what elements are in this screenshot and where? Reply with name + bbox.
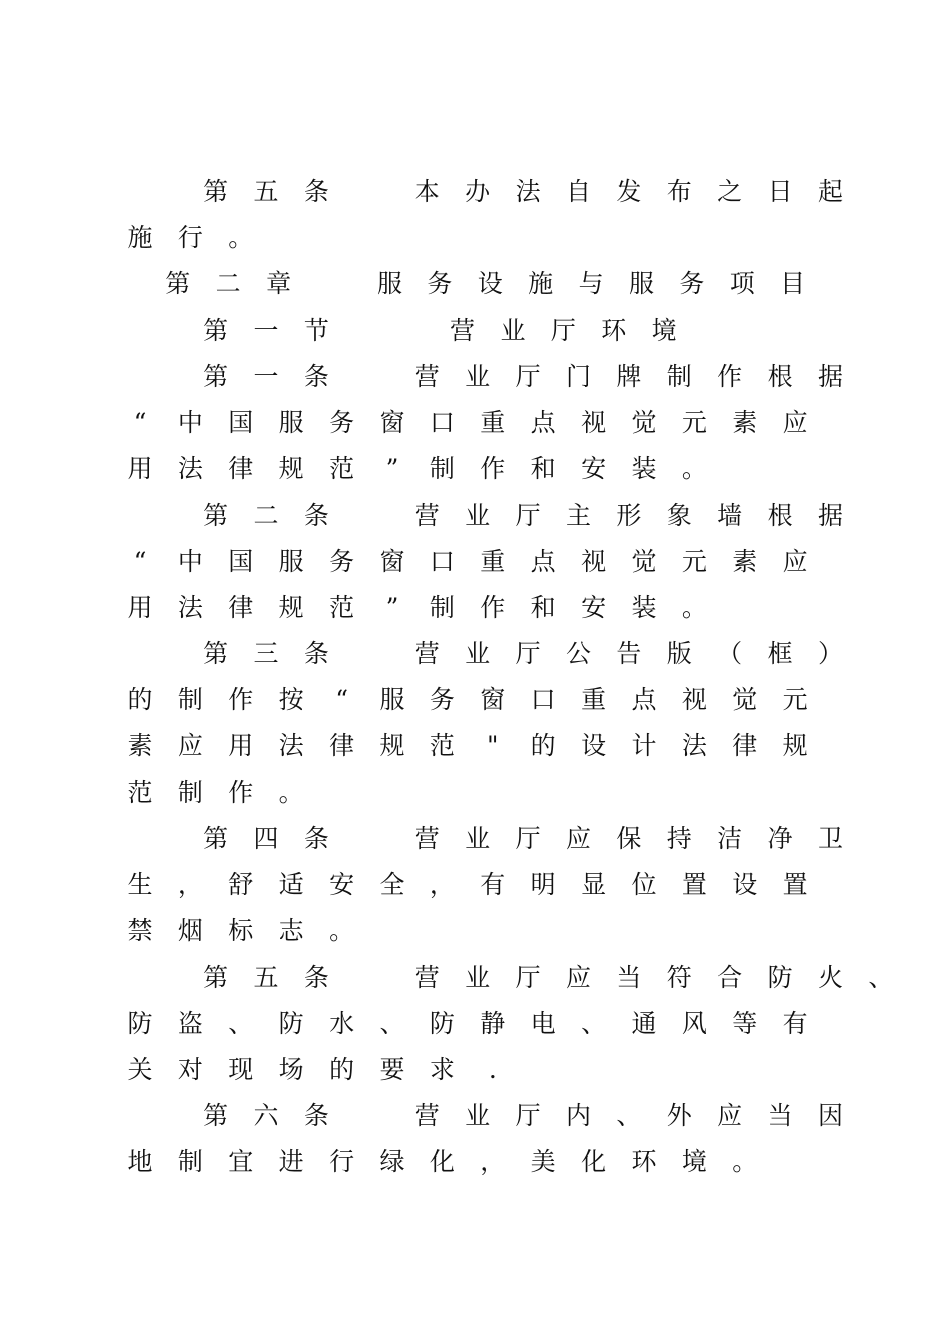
glyph: 点: [631, 685, 657, 714]
glyph: 应: [717, 1101, 743, 1130]
glyph: 法: [177, 454, 203, 483]
glyph: 作: [480, 593, 506, 622]
glyph: 应: [782, 408, 808, 437]
glyph: ”: [385, 593, 399, 622]
glyph: 规: [278, 454, 304, 483]
glyph: 范: [329, 454, 355, 483]
glyph: 化: [581, 1147, 607, 1176]
glyph: 厅: [515, 362, 541, 391]
glyph: 烟: [177, 916, 203, 945]
glyph: “: [133, 547, 147, 576]
glyph: 风: [681, 1009, 707, 1038]
glyph: 。: [732, 1147, 758, 1176]
glyph: .: [488, 1055, 497, 1084]
glyph: 口: [530, 685, 556, 714]
glyph: 舒: [228, 870, 254, 899]
glyph: 设: [477, 269, 503, 298]
glyph: 素: [127, 731, 153, 760]
glyph: 牌: [616, 362, 642, 391]
glyph: 、: [379, 1009, 405, 1038]
glyph: 作: [228, 778, 254, 807]
glyph: 觉: [631, 547, 657, 576]
glyph: 律: [732, 731, 758, 760]
glyph: 根: [767, 501, 793, 530]
glyph: 厅: [515, 501, 541, 530]
glyph: 根: [767, 362, 793, 391]
glyph: 素: [732, 547, 758, 576]
glyph: 六: [253, 1101, 279, 1130]
glyph: 禁: [127, 916, 153, 945]
glyph: 二: [253, 501, 279, 530]
glyph: 营: [414, 1101, 440, 1130]
glyph: 因: [817, 1101, 843, 1130]
glyph: 项: [729, 269, 755, 298]
glyph: 业: [465, 963, 491, 992]
glyph: 业: [500, 316, 526, 345]
glyph: 节: [303, 316, 329, 345]
glyph: 形: [616, 501, 642, 530]
glyph: 口: [429, 408, 455, 437]
glyph: 绿: [379, 1147, 405, 1176]
glyph: 条: [303, 1101, 329, 1130]
glyph: 装: [631, 593, 657, 622]
glyph: 规: [379, 731, 405, 760]
glyph: 施: [528, 269, 554, 298]
glyph: 卫: [817, 824, 843, 853]
glyph: 有: [782, 1009, 808, 1038]
glyph: 厅: [515, 639, 541, 668]
glyph: 。: [228, 223, 254, 252]
glyph: 宜: [228, 1147, 254, 1176]
glyph: 法: [515, 177, 541, 206]
glyph: 志: [278, 916, 304, 945]
glyph: 法: [278, 731, 304, 760]
glyph: 第: [203, 639, 229, 668]
glyph: 五: [253, 177, 279, 206]
glyph: 营: [414, 963, 440, 992]
glyph: 、: [581, 1009, 607, 1038]
glyph: 净: [767, 824, 793, 853]
glyph: 版: [666, 639, 692, 668]
glyph: 务: [329, 547, 355, 576]
glyph: 环: [601, 316, 627, 345]
glyph: 对: [177, 1055, 203, 1084]
glyph: 的: [530, 731, 556, 760]
glyph: 的: [329, 1055, 355, 1084]
glyph: 。: [681, 593, 707, 622]
glyph: 主: [565, 501, 591, 530]
glyph: 规: [782, 731, 808, 760]
glyph: 化: [429, 1147, 455, 1176]
glyph: 范: [429, 731, 455, 760]
glyph: 现: [228, 1055, 254, 1084]
glyph: 营: [414, 639, 440, 668]
glyph: 用: [127, 454, 153, 483]
glyph: 业: [465, 824, 491, 853]
glyph: 营: [414, 362, 440, 391]
glyph: 当: [767, 1101, 793, 1130]
glyph: 第: [203, 177, 229, 206]
glyph: 防: [429, 1009, 455, 1038]
glyph: 标: [228, 916, 254, 945]
glyph: 、: [868, 963, 894, 992]
glyph: 自: [565, 177, 591, 206]
glyph: 服: [379, 685, 405, 714]
glyph: 和: [530, 454, 556, 483]
glyph: 发: [616, 177, 642, 206]
glyph: 口: [429, 547, 455, 576]
glyph: 要: [379, 1055, 405, 1084]
glyph: 范: [127, 778, 153, 807]
glyph: 安: [581, 454, 607, 483]
glyph: 厅: [515, 824, 541, 853]
glyph: 厅: [550, 316, 576, 345]
glyph: 条: [303, 177, 329, 206]
glyph: 中: [177, 547, 203, 576]
glyph: 行: [177, 223, 203, 252]
glyph: 条: [303, 362, 329, 391]
glyph: 环: [631, 1147, 657, 1176]
glyph: 制: [177, 778, 203, 807]
glyph: 视: [681, 685, 707, 714]
glyph: 五: [253, 963, 279, 992]
glyph: 国: [228, 408, 254, 437]
glyph: 和: [530, 593, 556, 622]
glyph: 制: [177, 1147, 203, 1176]
glyph: 办: [465, 177, 491, 206]
glyph: 关: [127, 1055, 153, 1084]
glyph: 窗: [480, 685, 506, 714]
glyph: 点: [530, 408, 556, 437]
glyph: 境: [681, 1147, 707, 1176]
glyph: 三: [253, 639, 279, 668]
glyph: 置: [681, 870, 707, 899]
glyph: 法: [177, 593, 203, 622]
glyph: 外: [666, 1101, 692, 1130]
glyph: 计: [631, 731, 657, 760]
glyph: 法: [681, 731, 707, 760]
glyph: 设: [581, 731, 607, 760]
glyph: 显: [581, 870, 607, 899]
glyph: 、: [616, 1101, 642, 1130]
glyph: 厅: [515, 963, 541, 992]
glyph: 、: [228, 1009, 254, 1038]
glyph: 条: [303, 963, 329, 992]
glyph: 务: [679, 269, 705, 298]
glyph: 进: [278, 1147, 304, 1176]
glyph: 安: [581, 593, 607, 622]
glyph: ，: [177, 870, 203, 899]
glyph: 作: [717, 362, 743, 391]
glyph: 元: [782, 685, 808, 714]
glyph: 告: [616, 639, 642, 668]
glyph: 服: [278, 547, 304, 576]
glyph: 中: [177, 408, 203, 437]
glyph: 应: [565, 963, 591, 992]
glyph: 第: [203, 316, 229, 345]
glyph: ）: [817, 639, 843, 668]
glyph: （: [717, 639, 743, 668]
glyph: 持: [666, 824, 692, 853]
glyph: 重: [581, 685, 607, 714]
glyph: 符: [666, 963, 692, 992]
glyph: 第: [203, 824, 229, 853]
glyph: 四: [253, 824, 279, 853]
glyph: 保: [616, 824, 642, 853]
glyph: 服: [278, 408, 304, 437]
glyph: 业: [465, 501, 491, 530]
glyph: 作: [480, 454, 506, 483]
glyph: 求: [429, 1055, 455, 1084]
glyph: 的: [127, 685, 153, 714]
glyph: 内: [565, 1101, 591, 1130]
glyph: 位: [631, 870, 657, 899]
glyph: 公: [565, 639, 591, 668]
glyph: 作: [228, 685, 254, 714]
glyph: 律: [329, 731, 355, 760]
glyph: 制: [429, 454, 455, 483]
glyph: 。: [329, 916, 355, 945]
glyph: 觉: [631, 408, 657, 437]
glyph: 制: [666, 362, 692, 391]
glyph: 条: [303, 639, 329, 668]
glyph: 生: [127, 870, 153, 899]
glyph: 应: [782, 547, 808, 576]
glyph: ，: [480, 1147, 506, 1176]
glyph: 元: [681, 547, 707, 576]
glyph: 觉: [732, 685, 758, 714]
glyph: 第: [165, 269, 191, 298]
glyph: 等: [732, 1009, 758, 1038]
glyph: 布: [666, 177, 692, 206]
glyph: 务: [427, 269, 453, 298]
glyph: 。: [278, 778, 304, 807]
glyph: 本: [414, 177, 440, 206]
glyph: 之: [717, 177, 743, 206]
glyph: 一: [253, 316, 279, 345]
glyph: 电: [530, 1009, 556, 1038]
glyph: 全: [379, 870, 405, 899]
glyph: “: [335, 685, 348, 714]
glyph: 业: [465, 362, 491, 391]
glyph: 地: [127, 1147, 153, 1176]
glyph: 起: [817, 177, 843, 206]
glyph: 施: [127, 223, 153, 252]
glyph: 务: [429, 685, 455, 714]
glyph: 营: [450, 316, 476, 345]
glyph: 防: [278, 1009, 304, 1038]
glyph: 明: [530, 870, 556, 899]
glyph: 重: [480, 408, 506, 437]
glyph: 窗: [379, 408, 405, 437]
glyph: 规: [278, 593, 304, 622]
glyph: 当: [616, 963, 642, 992]
glyph: 厅: [515, 1101, 541, 1130]
glyph: 合: [717, 963, 743, 992]
glyph: 适: [278, 870, 304, 899]
glyph: 有: [480, 870, 506, 899]
glyph: 窗: [379, 547, 405, 576]
glyph: 美: [530, 1147, 556, 1176]
glyph: 设: [732, 870, 758, 899]
glyph: ": [487, 731, 499, 760]
glyph: 目: [780, 269, 806, 298]
glyph: 重: [480, 547, 506, 576]
glyph: 条: [303, 824, 329, 853]
glyph: 营: [414, 501, 440, 530]
glyph: 象: [666, 501, 692, 530]
glyph: 律: [228, 454, 254, 483]
glyph: 国: [228, 547, 254, 576]
glyph: 静: [480, 1009, 506, 1038]
glyph: 境: [651, 316, 677, 345]
glyph: 服: [628, 269, 654, 298]
glyph: 场: [278, 1055, 304, 1084]
glyph: 一: [253, 362, 279, 391]
glyph: 门: [565, 362, 591, 391]
glyph: ”: [385, 454, 399, 483]
glyph: 行: [329, 1147, 355, 1176]
glyph: 元: [681, 408, 707, 437]
glyph: 制: [429, 593, 455, 622]
glyph: 防: [127, 1009, 153, 1038]
glyph: 置: [782, 870, 808, 899]
glyph: 墙: [717, 501, 743, 530]
glyph: 安: [329, 870, 355, 899]
glyph: 防: [767, 963, 793, 992]
glyph: 水: [329, 1009, 355, 1038]
glyph: 框: [767, 639, 793, 668]
glyph: 务: [329, 408, 355, 437]
glyph: 火: [817, 963, 843, 992]
glyph: 素: [732, 408, 758, 437]
glyph: 第: [203, 1101, 229, 1130]
glyph: 据: [817, 501, 843, 530]
glyph: 二: [215, 269, 241, 298]
glyph: 视: [581, 408, 607, 437]
glyph: 与: [578, 269, 604, 298]
glyph: 据: [817, 362, 843, 391]
glyph: 洁: [717, 824, 743, 853]
glyph: 制: [177, 685, 203, 714]
glyph: 章: [266, 269, 292, 298]
glyph: 应: [177, 731, 203, 760]
glyph: 服: [376, 269, 402, 298]
glyph: 第: [203, 501, 229, 530]
glyph: 第: [203, 362, 229, 391]
glyph: 范: [329, 593, 355, 622]
glyph: 日: [767, 177, 793, 206]
glyph: 条: [303, 501, 329, 530]
glyph: 业: [465, 639, 491, 668]
glyph: 律: [228, 593, 254, 622]
glyph: 通: [631, 1009, 657, 1038]
glyph: 按: [278, 685, 304, 714]
glyph: 第: [203, 963, 229, 992]
glyph: 。: [681, 454, 707, 483]
glyph: 用: [228, 731, 254, 760]
glyph: 点: [530, 547, 556, 576]
glyph: ，: [429, 870, 455, 899]
glyph: 视: [581, 547, 607, 576]
glyph: 用: [127, 593, 153, 622]
glyph: “: [133, 408, 147, 437]
glyph: 盗: [177, 1009, 203, 1038]
glyph: 应: [565, 824, 591, 853]
glyph: 业: [465, 1101, 491, 1130]
glyph: 装: [631, 454, 657, 483]
glyph: 营: [414, 824, 440, 853]
